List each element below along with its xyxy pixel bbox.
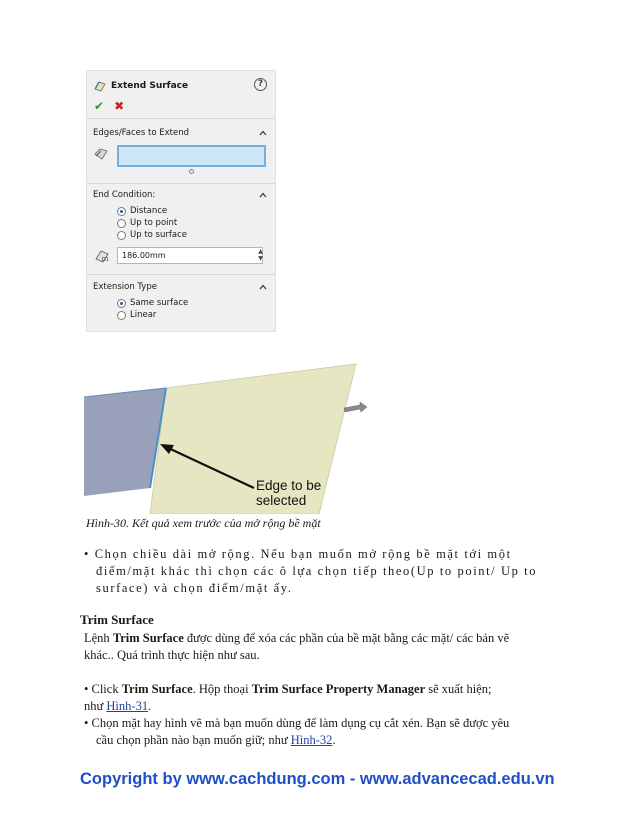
svg-text:D1: D1 xyxy=(102,257,110,263)
chevron-up-icon[interactable] xyxy=(259,283,267,291)
section-title-end-condition[interactable]: End Condition: xyxy=(93,190,156,200)
section-heading-trim-surface: Trim Surface xyxy=(80,612,154,627)
help-icon[interactable]: ? xyxy=(254,78,267,91)
bullet1-line1: • Chọn chiều dài mở rộng. Nếu bạn muốn mở rộng bề mặt tới một xyxy=(84,547,512,561)
radio-up-to-point[interactable] xyxy=(117,218,177,228)
radio-button[interactable] xyxy=(117,219,126,228)
extension-preview-surface xyxy=(150,364,356,514)
extend-preview-figure xyxy=(84,356,374,514)
radio-label: Up to surface xyxy=(130,230,187,240)
radio-up-to-surface[interactable] xyxy=(117,230,187,240)
edges-selection-box[interactable] xyxy=(117,145,266,167)
panel-title: Extend Surface xyxy=(111,81,189,91)
cancel-button[interactable]: ✖ xyxy=(114,99,125,113)
trim-intro-line1: Lệnh Trim Surface được dùng để xóa các phần của bề mặt bằng các mặt/ các bản vẽ xyxy=(84,631,510,645)
ok-button[interactable]: ✔ xyxy=(94,99,105,113)
distance-icon xyxy=(93,248,111,264)
chevron-up-icon[interactable] xyxy=(259,129,267,137)
trim-intro-line2: khác.. Quá trình thực hiện như sau. xyxy=(84,648,260,662)
trim-step2-line2: cầu chọn phần nào bạn muốn giữ; như Hình-32. xyxy=(96,733,336,747)
bullet1-line3: surface) và chọn điểm/mặt ấy. xyxy=(96,581,293,595)
extend-surface-icon xyxy=(93,79,107,93)
resize-handle[interactable] xyxy=(189,169,194,174)
radio-label: Linear xyxy=(130,310,157,320)
radio-distance[interactable] xyxy=(117,206,167,216)
bullet1-line2: điểm/mặt khác thì chọn các ô lựa chọn tiếp theo(Up to point/ Up to xyxy=(96,564,538,578)
radio-button[interactable] xyxy=(117,231,126,240)
chevron-up-icon[interactable] xyxy=(259,191,267,199)
edge-callout-label: Edge to be selected xyxy=(256,478,322,508)
section-title-edges[interactable]: Edges/Faces to Extend xyxy=(93,128,190,138)
divider xyxy=(87,118,275,119)
section-title-extension-type[interactable]: Extension Type xyxy=(93,282,157,292)
divider xyxy=(87,274,275,275)
radio-label: Distance xyxy=(130,206,168,216)
radio-label: Up to point xyxy=(130,218,178,228)
distance-spinner[interactable]: ▲ ▼ xyxy=(258,248,263,262)
original-face xyxy=(84,388,166,496)
trim-step1-line1: • Click Trim Surface. Hộp thoại Trim Surface Property Manager sẽ xuất hiện; xyxy=(84,682,492,696)
radio-button[interactable] xyxy=(117,299,126,308)
figure-caption: Hình-30. Kết quả xem trước của mở rộng bề mặt xyxy=(86,516,321,530)
extend-surface-panel xyxy=(86,70,276,332)
radio-button[interactable] xyxy=(117,311,126,320)
panel-header xyxy=(93,79,188,93)
copyright-footer: Copyright by www.cachdung.com - www.advancecad.edu.vn xyxy=(80,770,555,788)
link-hinh-32[interactable]: Hình-32 xyxy=(290,733,333,747)
radio-label: Same surface xyxy=(130,298,189,308)
direction-arrow-icon xyxy=(344,402,367,412)
radio-button[interactable] xyxy=(117,207,126,216)
link-hinh-31[interactable]: Hình-31 xyxy=(106,699,149,713)
trim-step2-line1: • Chọn mặt hay hình vẽ mà bạn muốn dùng để làm dụng cụ cắt xén. Bạn sẽ được yêu xyxy=(84,716,510,730)
radio-linear[interactable] xyxy=(117,310,156,320)
radio-same-surface[interactable] xyxy=(117,298,188,308)
edge-selection-icon xyxy=(93,147,109,161)
divider xyxy=(87,183,275,184)
distance-input[interactable]: 186.00mm xyxy=(117,247,263,264)
trim-step1-line2: như Hình-31. xyxy=(84,699,152,713)
